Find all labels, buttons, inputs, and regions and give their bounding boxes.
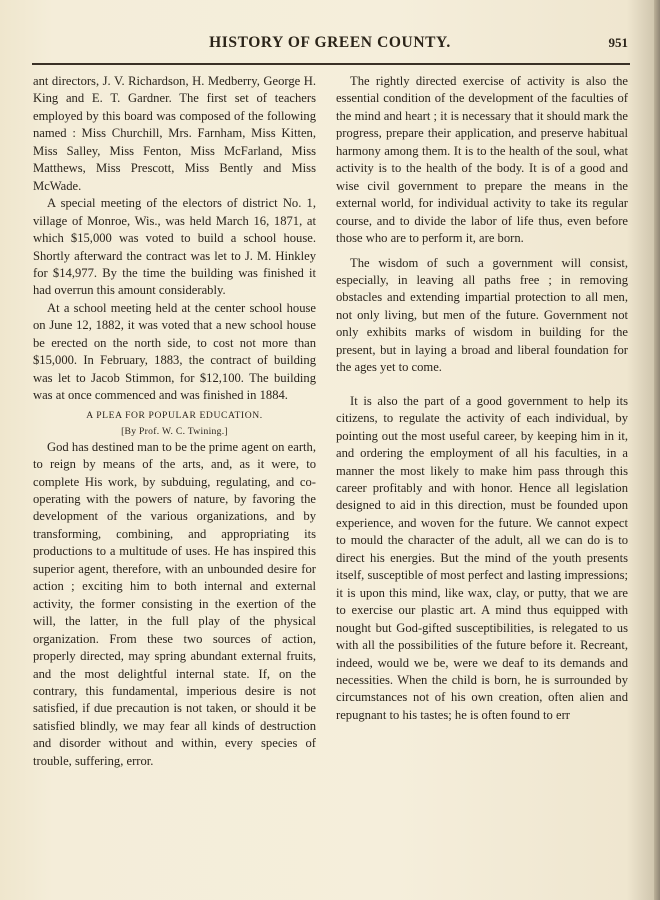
running-title: HISTORY OF GREEN COUNTY. [209,34,451,51]
right-paragraph-3: It is also the part of a good government to help its citizens, to regulate the activity of each individual, by pointing out the most useful career, by keeping him in it, and ordering the employment of all his faculties, in a manner the most likely to make him pass through this career profitably and with honor. Hence all legislation designed to aid in this direction, must be founded upon experience, and woven for the future. We cannot expect to mould the character of the adult, all we can do is to direct his energies. But the mind of the youth presents itself, susceptible of most perfect and lasting impressions; it is upon this mind, like wax, clay, or putty, that we are to exercise our plastic art. A mind thus equipped with nought but God-gifted susceptibilities, is relegated to us with all the possibilities of the future before it. Recreant, indeed, would we be, were we deaf to its demands and necessities. When the child is born, he is surrounded by circumstances not of his own creation, often alien and repugnant to his tastes; he is often found to err [336,393,628,722]
header-rule [32,63,630,65]
left-paragraph-4: God has destined man to be the prime agent on earth, to reign by means of the arts, and, as it were, to complete His work, by subduing, regulating, and co-operating with the powers of nature, by favoring the development of the various organizations, and by transforming, combining, and appropriating its productions to a multitude of uses. He has inspired this superior agent, therefore, with an unbounded desire for action ; exciting him to both internal and external activity, the former consisting in the exertion of the will, the latter, in the full play of the physical organization. From these two sources of action, properly directed, may spring abundant external fruits, and the most delightful internal state. If, on the contrary, this fundamental, imperious desire is not satisfied, if due precaution is not taken, or should it be satisfied blindly, we may fear all kinds of destruction and disorder without and within, every species of trouble, suffering, error. [33,439,316,768]
left-paragraph-1: ant directors, J. V. Richardson, H. Medberry, George H. King and E. T. Gardner. The first set of teachers employed by this board was composed of the following named : Miss Churchill, Mrs. Farnham, Miss Kitten, Miss Salley, Miss Fenton, Miss McFarland, Miss Matthews, Miss Prescott, Miss Bently and Miss McWade. [33,74,316,193]
page-number: 951 [608,35,628,50]
right-paragraph-1: The rightly directed exercise of activity is also the essential condition of the development of the faculties of the mind and heart ; it is necessary that it should mark the progress, prepare their application, and preserve habitual harmony among them. It is to the health of the soul, what activity is to the health of the body. It is of a good and wise civil government to prepare the means in the external world, for individual activity to take its regular course, and to divide the labor of life thus, even before those who are to perform it, are born. [336,74,628,246]
left-column [33,73,316,770]
page-edge-shadow [654,0,660,900]
page-header [0,34,660,56]
right-column [336,73,628,724]
right-paragraph-2: The wisdom of such a government will consist, especially, in leaving all paths free ; in removing obstacles and extending impartial protection to all men, not only living, but men of the future. Government not only exhibits marks of wisdom in building for the present, but in laying a broad and liberal foundation for the ages yet to come. [336,255,628,375]
left-paragraph-2: A special meeting of the electors of district No. 1, village of Monroe, Wis., was held March 16, 1871, at which $15,000 was voted to build a school house. Shortly afterward the contract was let to J. M. Hinkley for $14,977. By the time the building was finished it had overrun this amount considerably. [33,196,316,298]
byline: [By Prof. W. C. Twining.] [121,425,228,437]
left-paragraph-3: At a school meeting held at the center school house on June 12, 1882, it was voted that a new school house be erected on the north side, to cost not more than $15,000. In February, 1883, the contract of building was let to Jacob Stimmon, for $12,100. The building was at once commenced and was finished in 1884. [33,300,316,403]
section-heading: A PLEA FOR POPULAR EDUCATION. [86,409,263,421]
